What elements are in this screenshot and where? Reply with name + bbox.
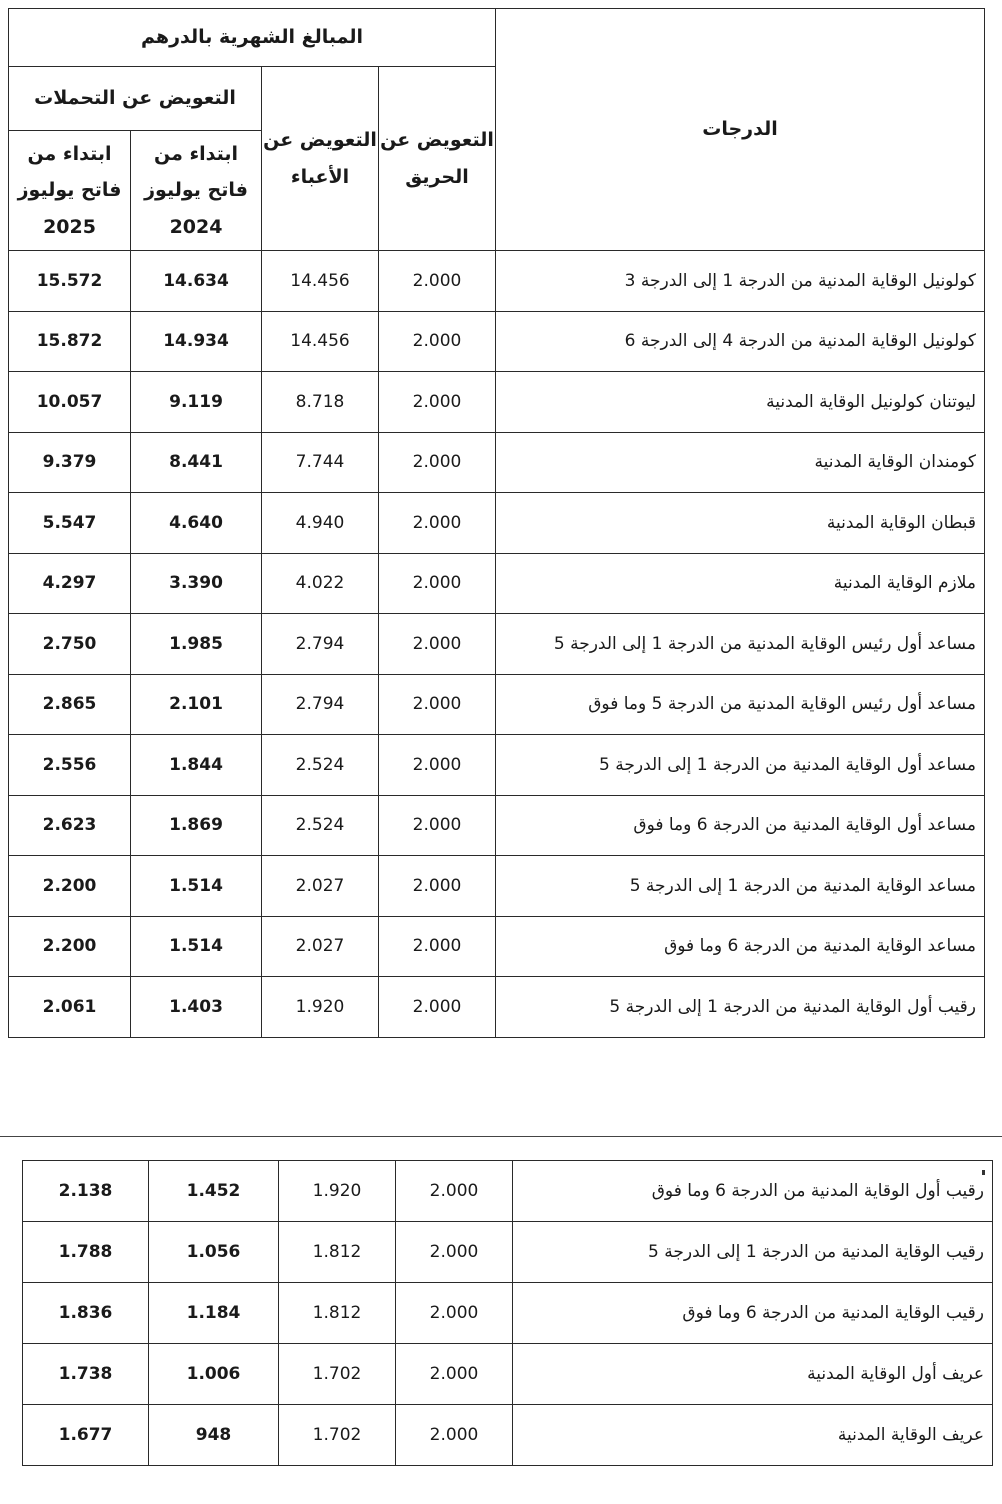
grade-cell: قبطان الوقاية المدنية	[496, 493, 985, 554]
july-2024-amount-cell: 1.844	[131, 735, 262, 796]
fire-compensation-cell: 2.000	[379, 432, 496, 493]
grade-cell: مساعد الوقاية المدنية من الدرجة 6 وما فوق	[496, 916, 985, 977]
fire-compensation-cell: 2.000	[379, 553, 496, 614]
burden-compensation-cell: 1.812	[279, 1222, 396, 1283]
fire-compensation-cell: 2.000	[379, 614, 496, 675]
burden-compensation-cell: 2.524	[262, 795, 379, 856]
july-2024-amount-cell: 1.985	[131, 614, 262, 675]
table-row	[9, 493, 985, 554]
grade-cell: رقيب أول الوقاية المدنية من الدرجة 1 إلى الدرجة 5	[496, 977, 985, 1038]
fire-compensation-cell: 2.000	[396, 1161, 513, 1222]
burden-compensation-cell: 14.456	[262, 311, 379, 372]
fire-compensation-cell: 2.000	[396, 1405, 513, 1466]
page-break-line	[0, 1136, 1002, 1137]
burden-compensation-cell: 1.920	[279, 1161, 396, 1222]
july-2025-amount-cell: 5.547	[9, 493, 131, 554]
table-row	[23, 1222, 993, 1283]
july-2025-amount-cell: 9.379	[9, 432, 131, 493]
july-2024-amount-cell: 1.056	[149, 1222, 279, 1283]
july-2025-amount-cell: 2.865	[9, 674, 131, 735]
grade-cell: مساعد أول الوقاية المدنية من الدرجة 1 إلى الدرجة 5	[496, 735, 985, 796]
july-2025-amount-cell: 15.572	[9, 251, 131, 312]
july-2024-amount-cell: 1.869	[131, 795, 262, 856]
grade-cell: كولونيل الوقاية المدنية من الدرجة 4 إلى الدرجة 6	[496, 311, 985, 372]
grade-cell: مساعد أول رئيس الوقاية المدنية من الدرجة 5 وما فوق	[496, 674, 985, 735]
july-2025-amount-cell: 2.200	[9, 916, 131, 977]
table-row	[23, 1405, 993, 1466]
table-row	[9, 916, 985, 977]
july-2025-amount-cell: 10.057	[9, 372, 131, 433]
july-2025-amount-cell: 2.750	[9, 614, 131, 675]
table-row	[9, 372, 985, 433]
grade-cell: رقيب الوقاية المدنية من الدرجة 1 إلى الدرجة 5	[513, 1222, 993, 1283]
july-2024-amount-cell: 4.640	[131, 493, 262, 554]
compensation-table-page-1	[8, 8, 985, 1038]
burden-compensation-cell: 1.920	[262, 977, 379, 1038]
fire-compensation-cell: 2.000	[379, 795, 496, 856]
fire-compensation-cell: 2.000	[379, 735, 496, 796]
table-row	[23, 1283, 993, 1344]
july-2024-amount-cell: 14.634	[131, 251, 262, 312]
fire-compensation-cell: 2.000	[379, 674, 496, 735]
grade-cell: عريف أول الوقاية المدنية	[513, 1344, 993, 1405]
grade-cell: عريف الوقاية المدنية	[513, 1405, 993, 1466]
compensation-table-page-2	[22, 1160, 993, 1466]
july-2025-amount-cell: 1.677	[23, 1405, 149, 1466]
burden-compensation-header: التعويض عن الأعباء	[262, 67, 379, 251]
july-2025-amount-cell: 2.138	[23, 1161, 149, 1222]
fire-compensation-cell: 2.000	[379, 372, 496, 433]
grade-cell: رقيب أول الوقاية المدنية من الدرجة 6 وما فوق	[513, 1161, 993, 1222]
july-2025-amount-cell: 2.061	[9, 977, 131, 1038]
grades-header: الدرجات	[496, 9, 985, 251]
july-2024-amount-cell: 9.119	[131, 372, 262, 433]
grade-cell: مساعد أول الوقاية المدنية من الدرجة 6 وما فوق	[496, 795, 985, 856]
table-row	[9, 251, 985, 312]
fire-compensation-cell: 2.000	[396, 1283, 513, 1344]
july-2025-amount-cell: 2.623	[9, 795, 131, 856]
table-row	[9, 856, 985, 917]
table-row	[9, 311, 985, 372]
july-2025-amount-cell: 2.200	[9, 856, 131, 917]
fire-compensation-cell: 2.000	[379, 916, 496, 977]
burden-compensation-cell: 2.794	[262, 614, 379, 675]
charges-compensation-header: التعويض عن التحملات	[9, 67, 262, 131]
burden-compensation-cell: 8.718	[262, 372, 379, 433]
burden-compensation-cell: 2.524	[262, 735, 379, 796]
burden-compensation-cell: 2.794	[262, 674, 379, 735]
table-row	[9, 432, 985, 493]
grade-cell: مساعد أول رئيس الوقاية المدنية من الدرجة 1 إلى الدرجة 5	[496, 614, 985, 675]
monthly-amounts-header: المبالغ الشهرية بالدرهم	[9, 9, 496, 67]
july-2024-amount-cell: 1.452	[149, 1161, 279, 1222]
grade-cell: مساعد الوقاية المدنية من الدرجة 1 إلى الدرجة 5	[496, 856, 985, 917]
burden-compensation-cell: 4.022	[262, 553, 379, 614]
july-2025-amount-cell: 1.836	[23, 1283, 149, 1344]
july-2024-amount-cell: 1.514	[131, 856, 262, 917]
burden-compensation-cell: 14.456	[262, 251, 379, 312]
july-2024-amount-cell: 1.184	[149, 1283, 279, 1344]
table-row	[9, 614, 985, 675]
burden-compensation-cell: 4.940	[262, 493, 379, 554]
grade-cell: كومندان الوقاية المدنية	[496, 432, 985, 493]
july-2024-amount-cell: 14.934	[131, 311, 262, 372]
fire-compensation-cell: 2.000	[396, 1344, 513, 1405]
burden-compensation-cell: 2.027	[262, 856, 379, 917]
grade-cell: ملازم الوقاية المدنية	[496, 553, 985, 614]
burden-compensation-cell: 2.027	[262, 916, 379, 977]
fire-compensation-cell: 2.000	[379, 251, 496, 312]
from-july-2025-header: ابتداء من فاتح يوليوز 2025	[9, 131, 131, 251]
burden-compensation-cell: 1.702	[279, 1344, 396, 1405]
fire-compensation-cell: 2.000	[379, 311, 496, 372]
table-row	[9, 674, 985, 735]
burden-compensation-cell: 7.744	[262, 432, 379, 493]
from-july-2024-header: ابتداء من فاتح يوليوز 2024	[131, 131, 262, 251]
burden-compensation-cell: 1.812	[279, 1283, 396, 1344]
fire-compensation-cell: 2.000	[379, 493, 496, 554]
july-2024-amount-cell: 1.403	[131, 977, 262, 1038]
burden-compensation-cell: 1.702	[279, 1405, 396, 1466]
july-2024-amount-cell: 8.441	[131, 432, 262, 493]
table-row	[9, 553, 985, 614]
table-row	[23, 1344, 993, 1405]
july-2024-amount-cell: 2.101	[131, 674, 262, 735]
table-row	[9, 977, 985, 1038]
july-2025-amount-cell: 2.556	[9, 735, 131, 796]
grade-cell: ليوتنان كولونيل الوقاية المدنية	[496, 372, 985, 433]
table-row	[9, 795, 985, 856]
grade-cell: كولونيل الوقاية المدنية من الدرجة 1 إلى الدرجة 3	[496, 251, 985, 312]
fire-compensation-header: التعويض عن الحريق	[379, 67, 496, 251]
july-2024-amount-cell: 3.390	[131, 553, 262, 614]
july-2025-amount-cell: 15.872	[9, 311, 131, 372]
grade-cell: رقيب الوقاية المدنية من الدرجة 6 وما فوق	[513, 1283, 993, 1344]
july-2025-amount-cell: 4.297	[9, 553, 131, 614]
table-row	[23, 1161, 993, 1222]
july-2025-amount-cell: 1.788	[23, 1222, 149, 1283]
fire-compensation-cell: 2.000	[396, 1222, 513, 1283]
fire-compensation-cell: 2.000	[379, 856, 496, 917]
table-row	[9, 735, 985, 796]
july-2024-amount-cell: 1.006	[149, 1344, 279, 1405]
july-2024-amount-cell: 948	[149, 1405, 279, 1466]
july-2024-amount-cell: 1.514	[131, 916, 262, 977]
fire-compensation-cell: 2.000	[379, 977, 496, 1038]
july-2025-amount-cell: 1.738	[23, 1344, 149, 1405]
